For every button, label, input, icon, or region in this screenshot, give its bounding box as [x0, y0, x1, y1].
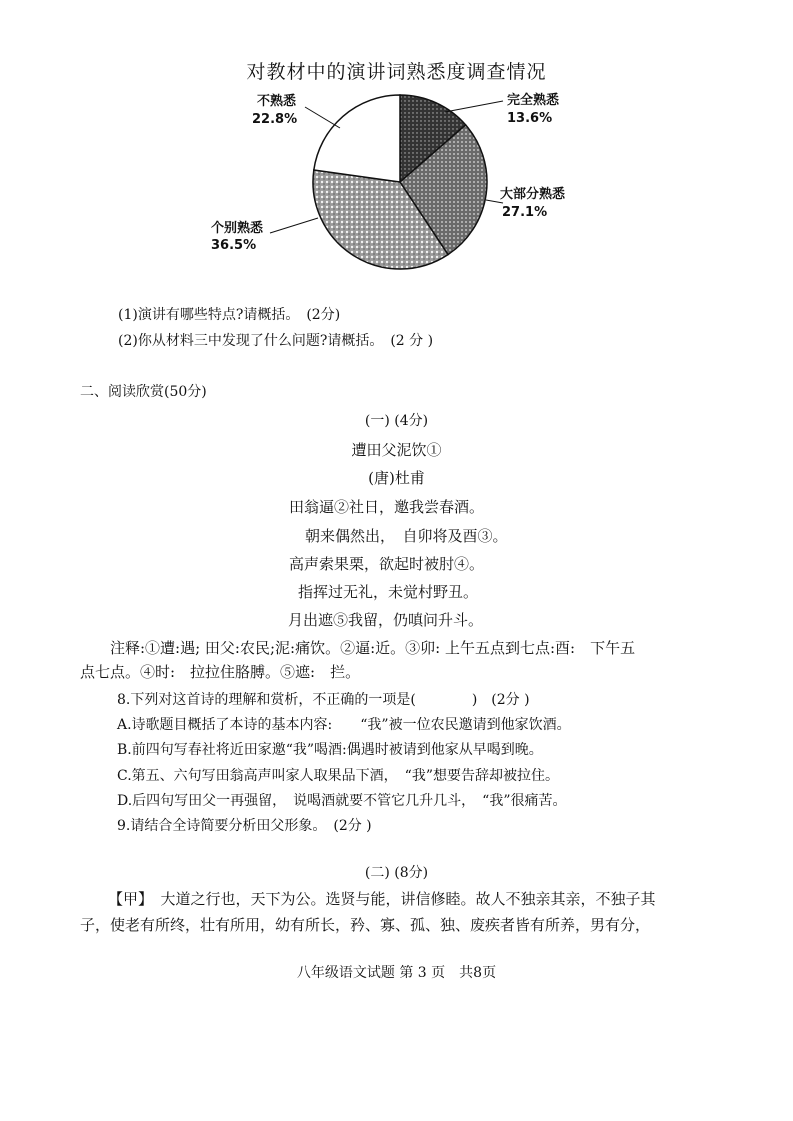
slice-label-name-3: 不熟悉	[257, 94, 297, 109]
section-heading: 二、阅读欣赏(50分)	[80, 384, 207, 400]
poem-line: 朝来偶然出， 自卯将及酉③。	[305, 527, 508, 545]
note-line-1: 注释:①遭:遇; 田父:农民;泥:痛饮。②逼:近。③卯: 上午五点到七点:酉: 下午五	[110, 639, 636, 657]
slice-label-name-2: 个别熟悉	[211, 221, 264, 236]
question-8: 8.下列对这首诗的理解和赏析，不正确的一项是( ) (2分 )	[117, 692, 530, 708]
question-1: (1)演讲有哪些特点?请概括。 (2分)	[118, 307, 341, 323]
part-2-heading: (二) (8分)	[364, 865, 429, 881]
question-9: 9.请结合全诗简要分析田父形象。 (2分 )	[117, 818, 372, 834]
pie-slice-不熟悉	[314, 95, 400, 182]
note-line-2: 点七点。④时: 拉拉住胳膊。⑤遮: 拦。	[80, 663, 361, 681]
option-b: B.前四句写春社将近田家邀“我”喝酒:偶遇时被请到他家从早喝到晚。	[117, 742, 543, 758]
poem-line: 指挥过无礼，未觉村野丑。	[298, 583, 479, 601]
slice-label-value-0: 13.6%	[507, 111, 553, 126]
question-2: (2)你从材料三中发现了什么问题?请概括。 (2 分 )	[118, 333, 434, 349]
slice-label-value-3: 22.8%	[252, 112, 298, 127]
poem-line: 高声索果栗，欲起时被肘④。	[289, 555, 485, 573]
passage-line-2: 子，使老有所终，壮有所用，幼有所长，矜、寡、孤、独、废疾者皆有所养，男有分，	[80, 916, 651, 934]
option-d: D.后四句写田父一再强留， 说喝酒就要不管它几升几斗， “我”很痛苦。	[117, 793, 567, 809]
poem-author: (唐)杜甫	[368, 469, 425, 487]
poem-title: 遭田父泥饮①	[351, 441, 442, 459]
poem-line: 月出遮⑤我留，仍嗔问升斗。	[288, 611, 484, 629]
page-footer: 八年级语文试题 第 3 页 共8页	[296, 965, 497, 981]
option-c: C.第五、六句写田翁高声叫家人取果品下酒， “我”想要告辞却被拉住。	[117, 768, 559, 784]
part-1-heading: (一) (4分)	[364, 413, 429, 429]
slice-label-name-0: 完全熟悉	[507, 93, 560, 108]
slice-label-name-1: 大部分熟悉	[500, 187, 566, 202]
option-a: A.诗歌题目概括了本诗的基本内容: “我”被一位农民邀请到他家饮酒。	[117, 717, 571, 733]
chart-title: 对教材中的演讲词熟悉度调查情况	[246, 61, 547, 83]
passage-line-1: 【甲】 大道之行也，天下为公。选贤与能，讲信修睦。故人不独亲其亲，不独子其	[108, 890, 656, 908]
poem-line: 田翁逼②社日，邀我尝春酒。	[289, 498, 485, 516]
slice-label-value-1: 27.1%	[502, 205, 548, 220]
slice-label-value-2: 36.5%	[211, 238, 257, 253]
pie-chart	[0, 0, 793, 300]
